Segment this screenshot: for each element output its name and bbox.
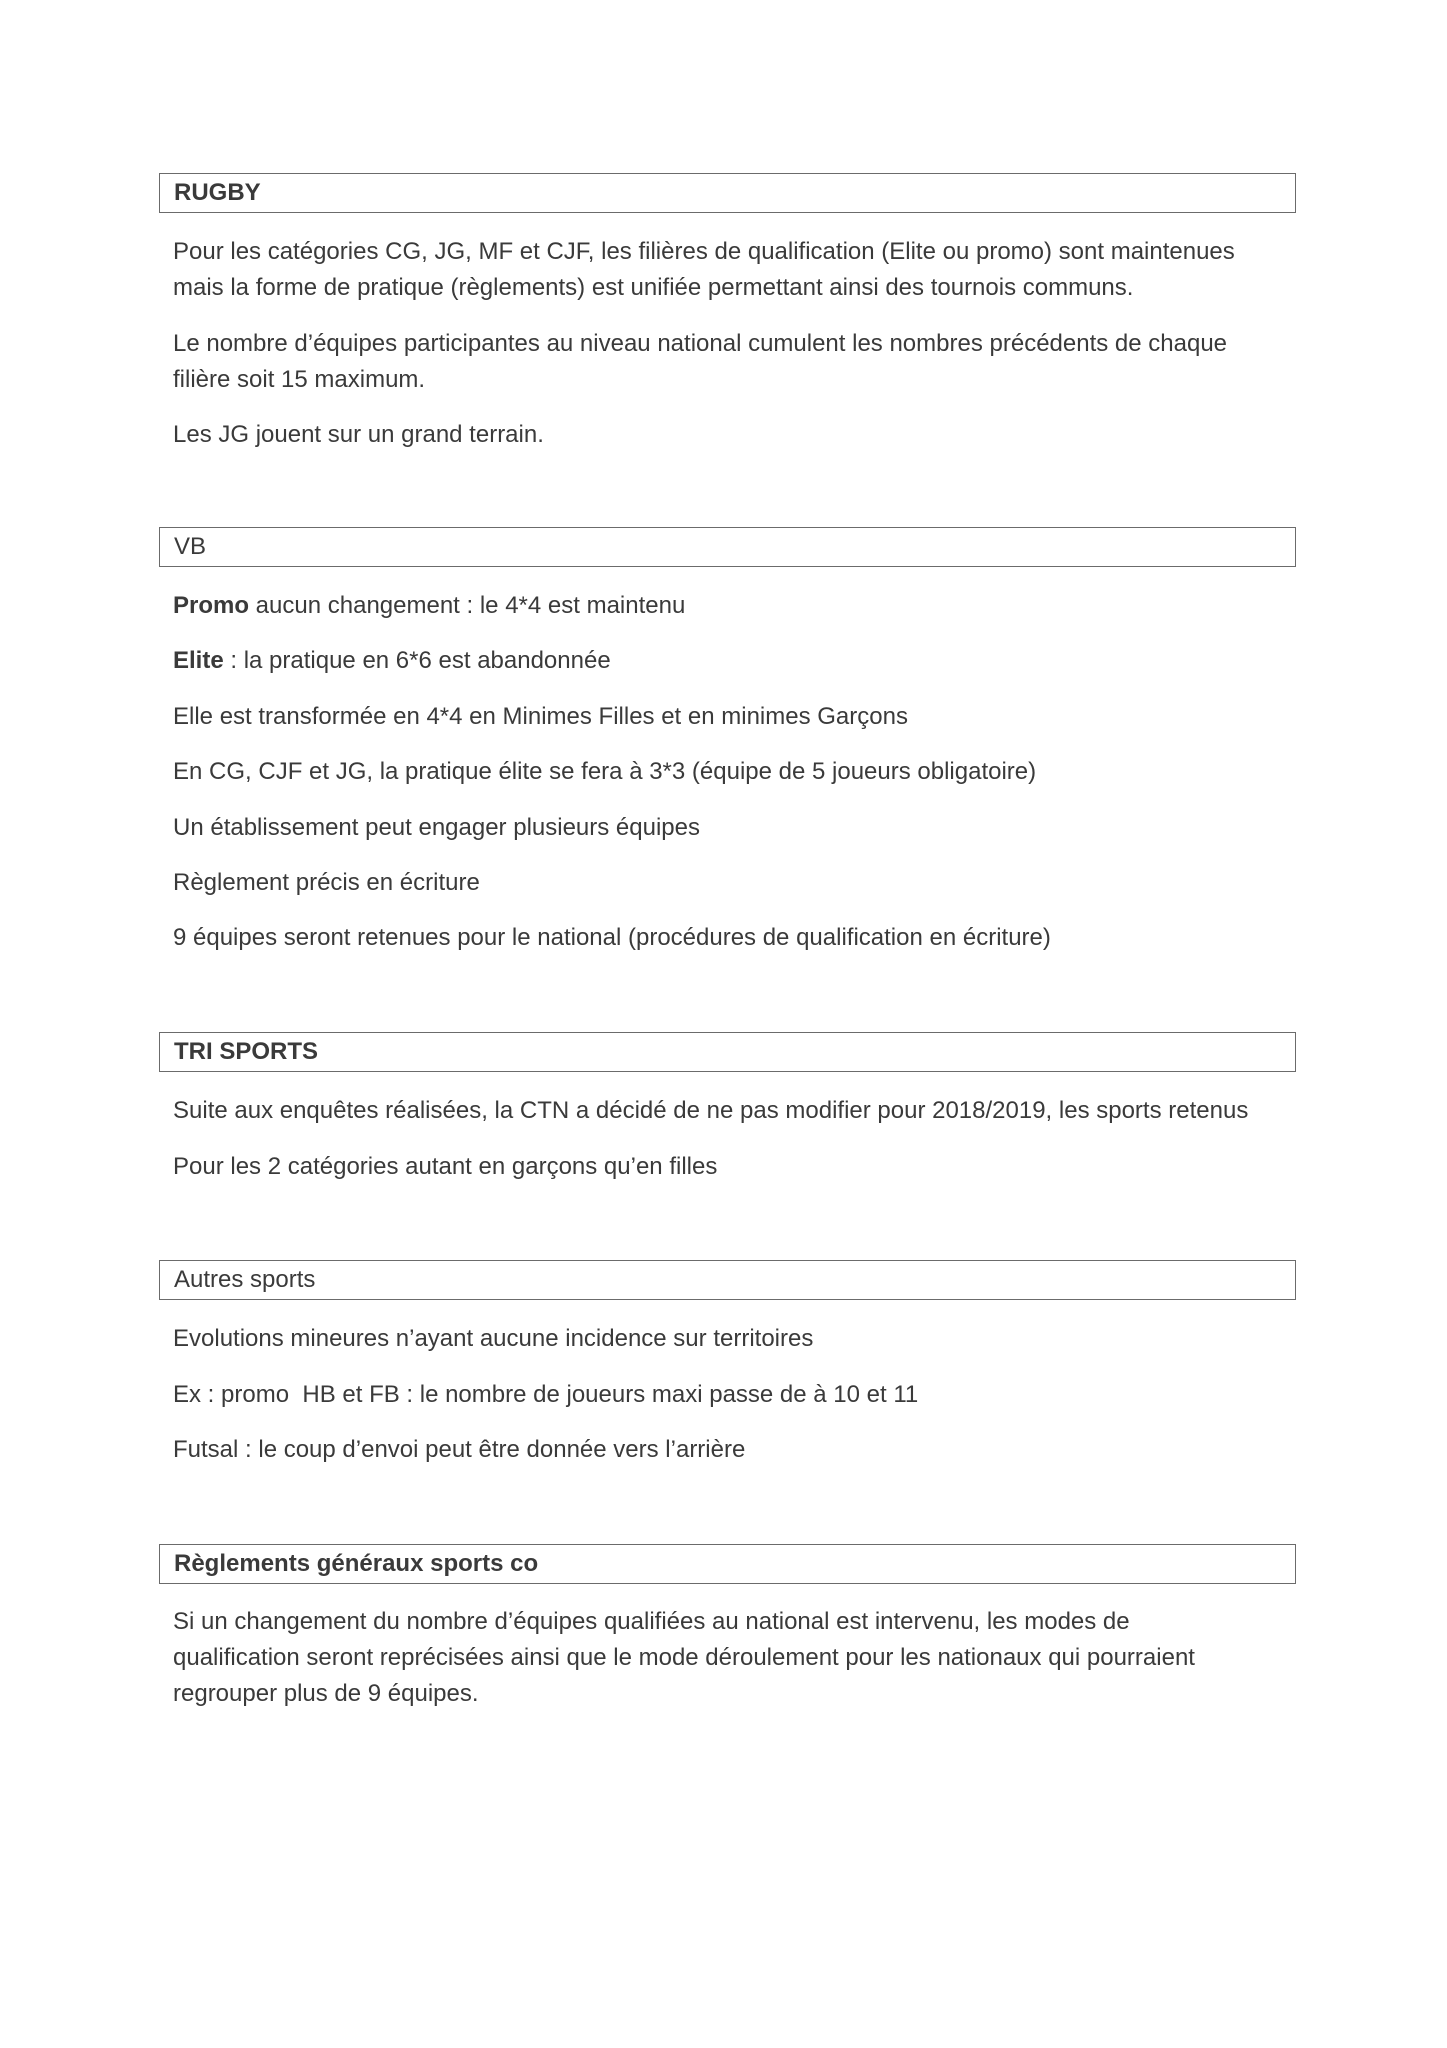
vb-promo-line bbox=[173, 588, 1293, 624]
rugby-paragraph-2-line-2: filière soit 15 maximum. bbox=[173, 366, 426, 393]
autres-paragraph-3: Futsal : le coup d’envoi peut être donnée vers l’arrière bbox=[173, 1436, 746, 1463]
reglements-paragraph-line-3: regrouper plus de 9 équipes. bbox=[173, 1680, 479, 1707]
rugby-paragraph-2-line-1: Le nombre d’équipes participantes au niveau national cumulent les nombres précédents de chaque bbox=[173, 330, 1228, 357]
vb-elite-label: Elite bbox=[173, 647, 224, 674]
vb-promo-text: aucun changement : le 4*4 est maintenu bbox=[249, 592, 686, 619]
vb-paragraph-6: Règlement précis en écriture bbox=[173, 869, 480, 896]
vb-elite-text: : la pratique en 6*6 est abandonnée bbox=[223, 647, 611, 674]
vb-paragraph-4: En CG, CJF et JG, la pratique élite se fera à 3*3 (équipe de 5 joueurs obligatoire) bbox=[173, 758, 1037, 785]
section-heading-rugby: RUGBY bbox=[159, 173, 1296, 213]
vb-paragraph-3: Elle est transformée en 4*4 en Minimes Filles et en minimes Garçons bbox=[173, 703, 908, 730]
autres-paragraph-1: Evolutions mineures n’ayant aucune incidence sur territoires bbox=[173, 1325, 814, 1352]
vb-elite-line bbox=[173, 643, 1293, 679]
rugby-paragraph-1-line-2: mais la forme de pratique (règlements) est unifiée permettant ainsi des tournois communs. bbox=[173, 274, 1134, 301]
rugby-paragraph-3: Les JG jouent sur un grand terrain. bbox=[173, 421, 544, 448]
reglements-paragraph-line-2: qualification seront reprécisées ainsi que le mode déroulement pour les nationaux qui pourraient bbox=[173, 1644, 1195, 1671]
section-heading-tri-sports: TRI SPORTS bbox=[159, 1032, 1296, 1072]
autres-paragraph-2: Ex : promo HB et FB : le nombre de joueurs maxi passe de à 10 et 11 bbox=[173, 1381, 919, 1408]
section-heading-vb: VB bbox=[159, 527, 1296, 567]
vb-paragraph-7: 9 équipes seront retenues pour le national (procédures de qualification en écriture) bbox=[173, 924, 1051, 951]
reglements-paragraph-line-1: Si un changement du nombre d’équipes qualifiées au national est intervenu, les modes de bbox=[173, 1608, 1130, 1635]
vb-promo-label: Promo bbox=[173, 592, 250, 619]
vb-paragraph-5: Un établissement peut engager plusieurs équipes bbox=[173, 814, 701, 841]
section-heading-autres-sports: Autres sports bbox=[159, 1260, 1296, 1300]
rugby-paragraph-1-line-1: Pour les catégories CG, JG, MF et CJF, les filières de qualification (Elite ou promo) sont maintenues bbox=[173, 238, 1235, 265]
trisports-paragraph-1: Suite aux enquêtes réalisées, la CTN a décidé de ne pas modifier pour 2018/2019, les sports retenus bbox=[173, 1097, 1249, 1124]
section-heading-reglements-generaux: Règlements généraux sports co bbox=[159, 1544, 1296, 1584]
trisports-paragraph-2: Pour les 2 catégories autant en garçons qu’en filles bbox=[173, 1153, 718, 1180]
